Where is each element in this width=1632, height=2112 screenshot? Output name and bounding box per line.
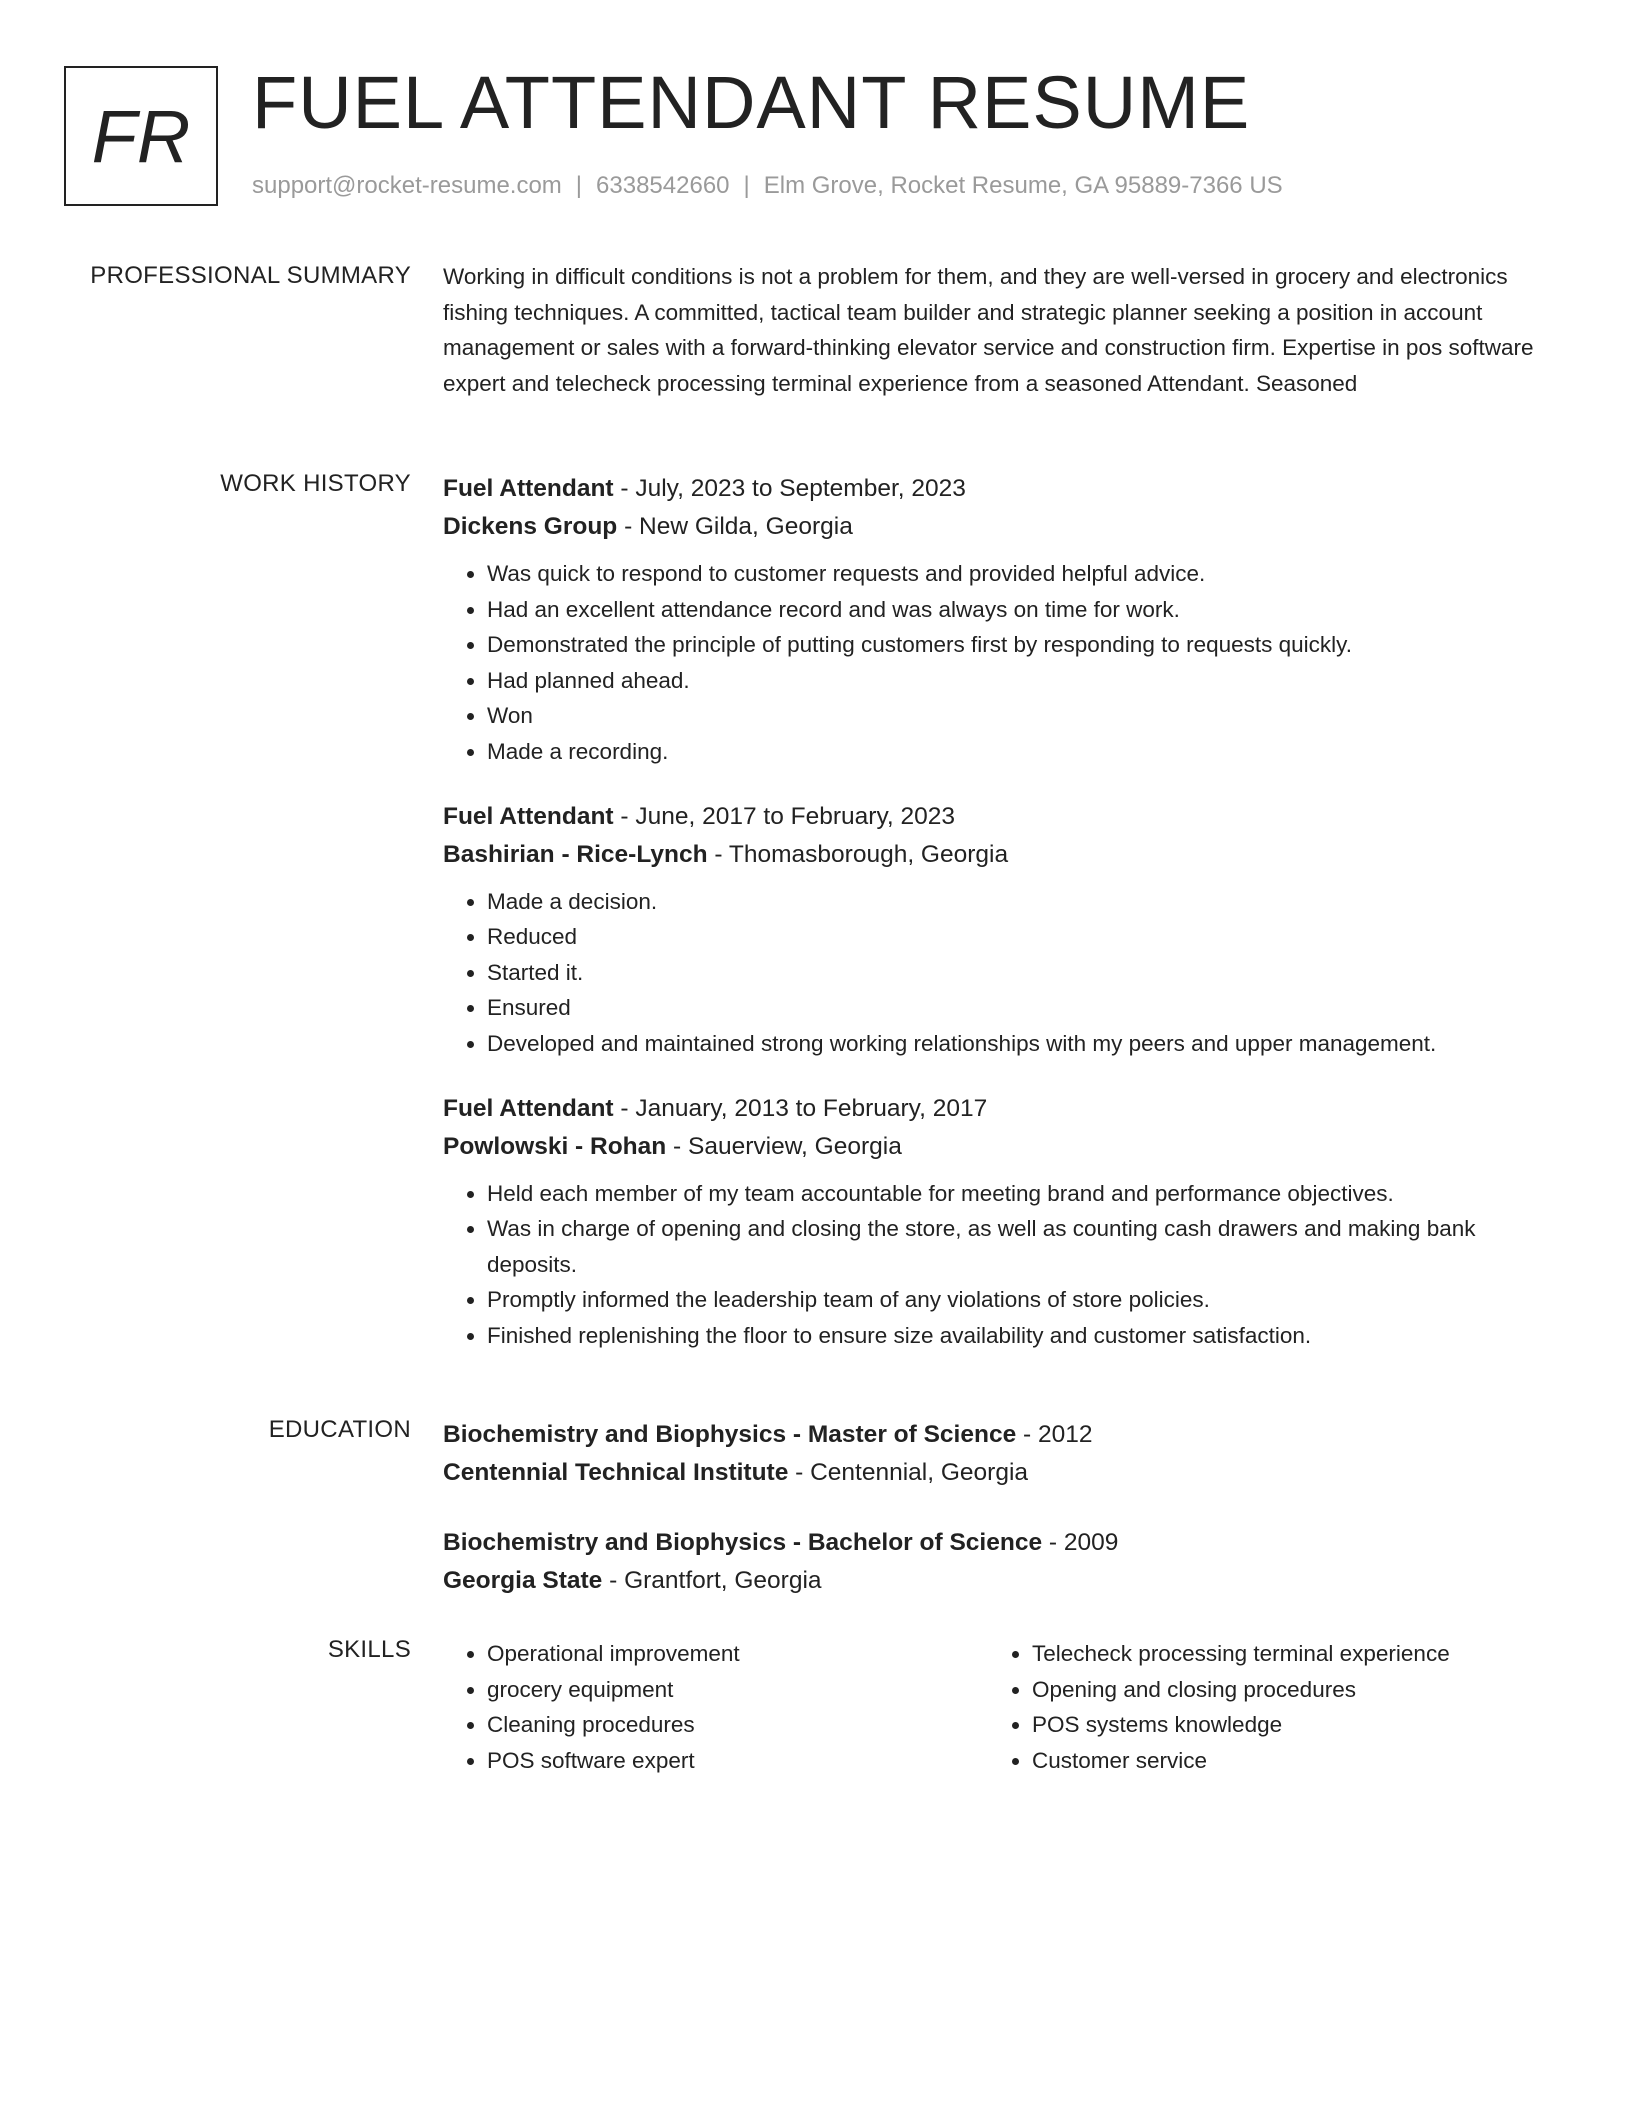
skill-item: • POS software expert: [487, 1743, 988, 1779]
education-entry: [443, 1524, 1568, 1600]
job-bullet: • Made a decision.: [487, 884, 1568, 920]
job-bullet: • Reduced: [487, 919, 1568, 955]
section-label-work-history: WORK HISTORY: [220, 470, 411, 497]
skills-list-left: [443, 1636, 988, 1778]
skill-item: • POS systems knowledge: [1032, 1707, 1533, 1743]
job-location: - Thomasborough, Georgia: [707, 840, 1009, 868]
resume-title: FUEL ATTENDANT RESUME: [252, 61, 1251, 144]
job-bullet: • Held each member of my team accountable for meeting brand and performance objectives.: [487, 1176, 1568, 1212]
skill-item: • Cleaning procedures: [487, 1707, 988, 1743]
summary-text: Working in difficult conditions is not a problem for them, and they are well-versed in grocery and electronics fishing techniques. A committed, tactical team builder and strategic planner seeking a position in account management or sales with a forward-thinking elevator service and construction firm. Expertise in pos software expert and telecheck processing terminal experience from a seasoned Attendant. Seasoned: [443, 264, 1534, 396]
monogram-logo: FR: [64, 66, 218, 206]
job-entry: [443, 798, 1568, 1062]
resume-header: [64, 61, 1568, 214]
skill-item: • grocery equipment: [487, 1672, 988, 1708]
skill-item: • Operational improvement: [487, 1636, 988, 1672]
job-title: Fuel Attendant: [443, 802, 614, 830]
contact-line: [252, 172, 1283, 200]
job-title-line: [443, 1090, 1568, 1128]
job-location: - Sauerview, Georgia: [666, 1132, 902, 1160]
education-location: - Centennial, Georgia: [788, 1459, 1029, 1486]
skill-item: • Customer service: [1032, 1743, 1533, 1779]
contact-address: Elm Grove, Rocket Resume, GA 95889-7366 US: [763, 172, 1283, 199]
job-bullet: • Demonstrated the principle of putting customers first by responding to requests quickly.: [487, 627, 1568, 663]
job-title-line: [443, 470, 1568, 508]
job-bullets: [443, 556, 1568, 770]
job-title-line: [443, 798, 1568, 836]
skills-list-right: [988, 1636, 1533, 1778]
job-bullet: • Had an excellent attendance record and was always on time for work.: [487, 592, 1568, 628]
education-degree-line: [443, 1416, 1568, 1454]
education-school: Centennial Technical Institute: [443, 1459, 789, 1486]
education-entry: [443, 1416, 1568, 1492]
education-degree: Biochemistry and Biophysics - Master of Science: [443, 1421, 1017, 1448]
contact-email[interactable]: support@rocket-resume.com: [252, 172, 562, 199]
education-degree-line: [443, 1524, 1568, 1562]
job-entry: [443, 470, 1568, 770]
job-bullet: • Developed and maintained strong working relationships with my peers and upper management.: [487, 1026, 1568, 1062]
job-dates: - January, 2013 to February, 2017: [613, 1094, 988, 1122]
contact-separator: |: [575, 172, 583, 199]
job-bullets: [443, 884, 1568, 1062]
education-location: - Grantfort, Georgia: [602, 1567, 822, 1594]
job-location: - New Gilda, Georgia: [617, 513, 853, 540]
contact-phone[interactable]: 6338542660: [596, 172, 730, 199]
job-bullet: • Was in charge of opening and closing the store, as well as counting cash drawers and making bank deposits.: [487, 1211, 1568, 1282]
job-entry: [443, 1090, 1568, 1354]
job-bullet: • Won: [487, 698, 1568, 734]
job-title: Fuel Attendant: [443, 475, 614, 502]
job-title: Fuel Attendant: [443, 1094, 614, 1122]
education-degree: Biochemistry and Biophysics - Bachelor of Science: [443, 1529, 1043, 1556]
section-label-skills: SKILLS: [327, 1636, 411, 1663]
job-company-line: [443, 508, 1568, 546]
job-bullet: • Was quick to respond to customer requests and provided helpful advice.: [487, 556, 1568, 592]
skill-item: • Telecheck processing terminal experience: [1032, 1636, 1533, 1672]
job-company: Dickens Group: [443, 513, 618, 540]
contact-separator: |: [743, 172, 750, 199]
job-bullet: • Finished replenishing the floor to ensure size availability and customer satisfaction.: [487, 1318, 1568, 1354]
section-label-education: EDUCATION: [268, 1416, 411, 1443]
education-school: Georgia State: [443, 1567, 603, 1594]
job-bullet: • Promptly informed the leadership team of any violations of store policies.: [487, 1282, 1568, 1318]
job-bullets: [443, 1176, 1568, 1354]
job-company-line: [443, 836, 1568, 874]
job-company: Bashirian - Rice-Lynch: [443, 840, 708, 868]
skill-item: • Opening and closing procedures: [1032, 1672, 1533, 1708]
education-school-line: [443, 1454, 1568, 1492]
job-dates: - June, 2017 to February, 2023: [613, 802, 955, 830]
job-bullet: • Had planned ahead.: [487, 663, 1568, 699]
job-bullet: • Started it.: [487, 955, 1568, 991]
job-bullet: • Made a recording.: [487, 734, 1568, 770]
education-school-line: [443, 1562, 1568, 1600]
job-company-line: [443, 1128, 1568, 1166]
section-label-summary: PROFESSIONAL SUMMARY: [90, 262, 411, 289]
education-year: - 2009: [1042, 1529, 1119, 1556]
job-company: Powlowski - Rohan: [443, 1132, 667, 1160]
job-bullet: • Ensured: [487, 990, 1568, 1026]
job-dates: - July, 2023 to September, 2023: [613, 475, 966, 502]
education-year: - 2012: [1016, 1421, 1093, 1448]
